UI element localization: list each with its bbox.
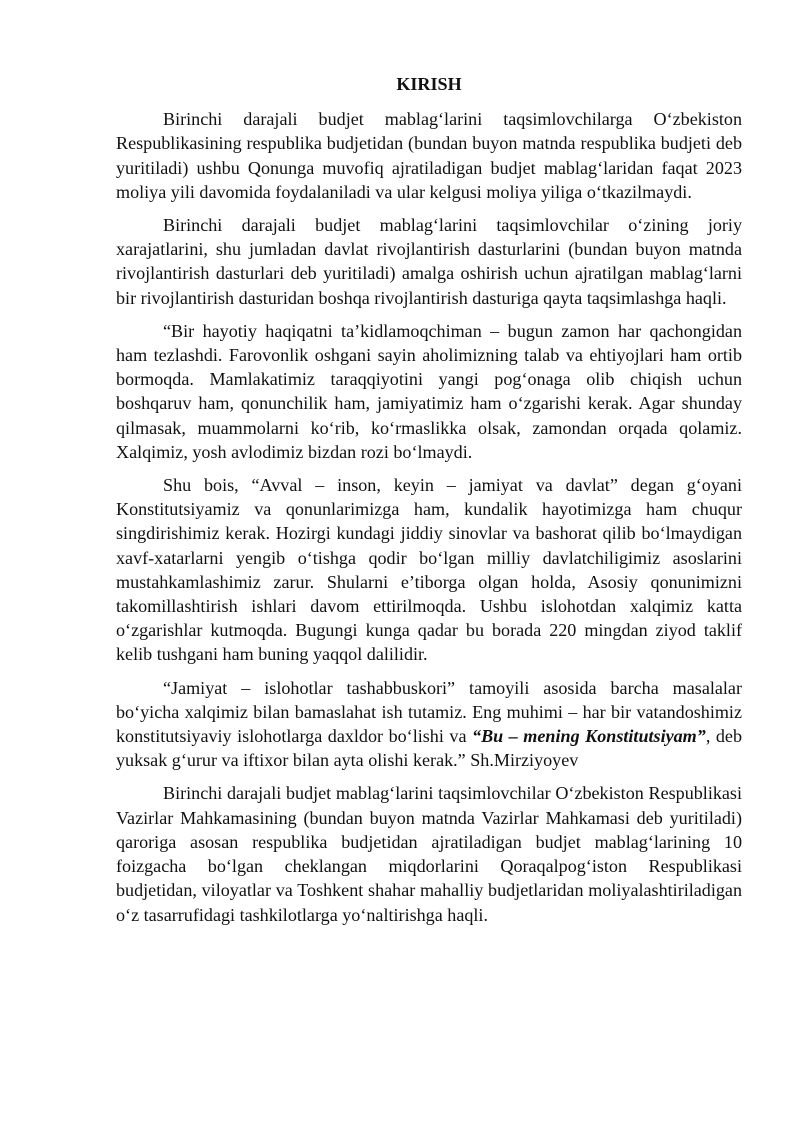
page-title: KIRISH [396, 74, 462, 94]
quote-emphasis: “Bu – mening Konstitutsiyam” [472, 726, 706, 747]
quote-text-before: “Jamiyat – islohotlar tashabbuskori” tamoyili asosida barcha masalalar bo‘yicha xalqimiz bilan bamaslahat ish tutamiz. Eng muhimi – har bir vatandoshimiz konstitutsiyaviy islohotlarga daxldor bo‘lishi va [116, 677, 742, 747]
document-page [116, 72, 742, 936]
paragraph-redistribution: Birinchi darajali budjet mablag‘larini taqsimlovchilar o‘zining joriy xarajatlarini, shu jumladan davlat rivojlantirish dasturlarini (bundan buyon matnda rivojlantirish dasturlari deb yuritiladi) amalga oshirish uchun ajratilgan mablag‘larni bir rivojlantirish dasturidan boshqa rivojlantirish dasturiga qayta taqsimlashga haqli. [116, 215, 742, 308]
paragraph-quote-truth: “Bir hayotiy haqiqatni ta’kidlamoqchiman – bugun zamon har qachongidan ham tezlashdi. Farovonlik oshgani sayin aholimizning talab va ehtiyojlari ham ortib bormoqda. Mamlakatimiz taraqqiyotini yangi pog‘onaga olib chiqish uchun boshqaruv ham, qonunchilik ham, jamiyatimiz ham o‘zgarishi kerak. Agar shunday qilmasak, muammolarni ko‘rib, ko‘rmaslikka olsak, zamondan orqada qolamiz. Xalqimiz, yosh avlodimiz bizdan rozi bo‘lmaydi. [116, 320, 742, 462]
paragraph-funding-limits: Birinchi darajali budjet mablag‘larini taqsimlovchilar O‘zbekiston Respublikasi Vazirlar Mahkamasining (bundan buyon matnda Vazirlar Mahkamasi deb yuritiladi) qaroriga asosan respublika budjetidan ajratiladigan budjet mablag‘larining 10 foizgacha bo‘lgan cheklangan miqdorlarini Qoraqalpog‘iston Respublikasi budjetidan, viloyatlar va Toshkent shahar mahalliy budjetlaridan moliyalashtiriladigan o‘z tasarrufidagi tashkilotlarga yo‘naltirishga haqli. [116, 783, 742, 925]
paragraph-constitution: Shu bois, “Avval – inson, keyin – jamiyat va davlat” degan g‘oyani Konstitutsiyamiz va qonunlarimizga ham, kundalik hayotimizga ham chuqur singdirishimiz kerak. Hozirgi kundagi jiddiy sinovlar va bashorat qilib bo‘lmaydigan xavf-xatarlarni yengib o‘tishga qodir bo‘lgan milliy davlatchiligimiz asoslarini mustahkamlashimiz zarur. Shularni e’tiborga olgan holda, Asosiy qonunimizni takomillashtirish ishlari davom ettirilmoqda. Ushbu islohotdan xalqimiz katta o‘zgarishlar kutmoqda. Bugungi kunga qadar bu borada 220 mingdan ziyod taklif kelib tushgani ham buning yaqqol dalilidir. [116, 475, 742, 665]
paragraph-budget-usage: Birinchi darajali budjet mablag‘larini taqsimlovchilarga O‘zbekiston Respublikasining respublika budjetidan (bundan buyon matnda respublika budjeti deb yuritiladi) ushbu Qonunga muvofiq ajratiladigan budjet mablag‘laridan faqat 2023 moliya yili davomida foydalaniladi va ular kelgusi moliya yiliga o‘tkazilmaydi. [116, 109, 742, 202]
quote-text-after: , deb yuksak g‘urur va iftixor bilan ayta olishi kerak.” Sh.Mirziyoyev [116, 726, 742, 771]
paragraph-society-reform [116, 676, 742, 773]
